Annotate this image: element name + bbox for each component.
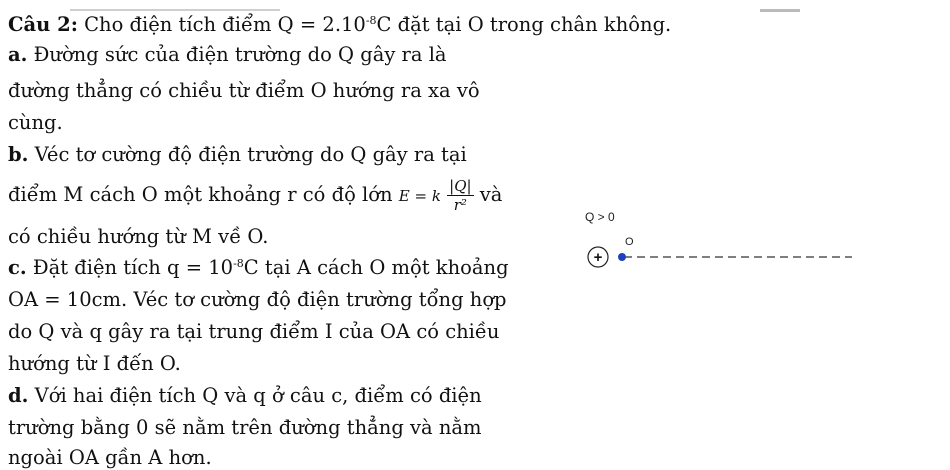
part-c-line4: hướng từ I đến O.	[8, 352, 181, 375]
part-c-text1: Đặt điện tích q = 10	[32, 256, 234, 279]
part-b-text2-post: và	[479, 183, 503, 206]
part-d-label: d.	[8, 384, 29, 407]
formula-denominator: r²	[453, 196, 467, 214]
part-a-line2: đường thẳng có chiều từ điểm O hướng ra xa vô	[8, 79, 480, 102]
formula-fraction	[447, 177, 473, 214]
part-a-line3: cùng.	[8, 111, 63, 134]
part-b-text1: Véc tơ cường độ điện trường do Q gây ra tại	[34, 143, 467, 166]
part-c-label: c.	[8, 256, 27, 279]
part-d-line3: ngoài OA gần A hơn.	[8, 446, 212, 469]
charge-condition-label: Q > 0	[585, 210, 615, 224]
charge-diagram	[560, 205, 860, 275]
question-intro-rest: C đặt tại O trong chân không.	[376, 13, 672, 36]
part-b-line3: có chiều hướng từ M về O.	[8, 225, 269, 248]
plus-sign: +	[593, 249, 603, 266]
part-b-line2	[8, 177, 502, 214]
part-c-line2: OA = 10cm. Véc tơ cường độ điện trường tổng hợp	[8, 288, 507, 311]
part-c-exponent: -8	[233, 257, 244, 270]
part-d-text1: Với hai điện tích Q và q ở câu c, điểm có điện	[34, 384, 482, 407]
part-d-line2: trường bằng 0 sẽ nằm trên đường thẳng và nằm	[8, 416, 482, 439]
part-a-label: a.	[8, 43, 28, 66]
point-o-label: O	[625, 236, 634, 248]
question-exponent: -8	[365, 14, 377, 27]
question-title: Câu 2:	[8, 13, 78, 36]
part-b-line1	[8, 143, 467, 167]
formula-numerator: |Q|	[449, 177, 472, 195]
part-a-text1: Đường sức của điện trường do Q gây ra là	[33, 43, 447, 66]
part-c-line3: do Q và q gây ra tại trung điểm I của OA có chiều	[8, 320, 500, 343]
part-b-text2: điểm M cách O một khoảng r có độ lớn	[8, 183, 393, 206]
question-intro: Cho điện tích điểm Q = 2.10	[84, 13, 366, 36]
part-b-label: b.	[8, 143, 29, 166]
formula-lhs: E = k	[398, 187, 441, 205]
point-o-dot	[618, 253, 626, 261]
part-c-text1-post: C tại A cách O một khoảng	[243, 256, 509, 279]
top-edge-artifact	[0, 0, 950, 6]
part-d-line1	[8, 384, 482, 408]
question-header	[8, 13, 671, 37]
part-c-line1	[8, 256, 509, 280]
part-a-line1	[8, 43, 447, 67]
